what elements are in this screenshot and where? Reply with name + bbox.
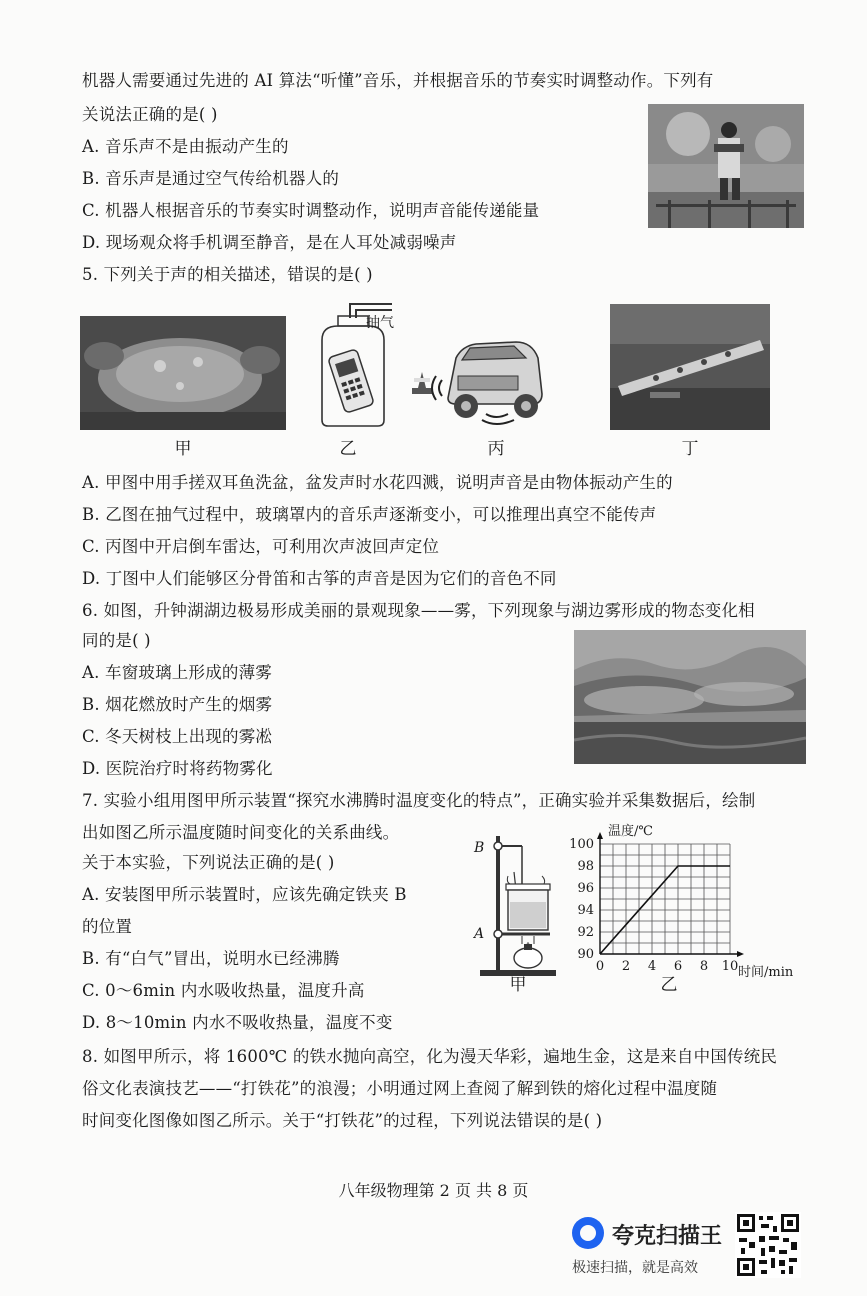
y-axis-arrow bbox=[597, 832, 603, 839]
q5-option-b: B. 乙图在抽气过程中，玻璃罩内的音乐声逐渐变小，可以推理出真空不能传声 bbox=[82, 505, 657, 524]
q7-stem-line2: 出如图乙所示温度随时间变化的关系曲线。 bbox=[82, 823, 400, 842]
y-tick-label: 90 bbox=[577, 947, 594, 962]
robot-performance-photo bbox=[648, 104, 804, 228]
x-tick-label: 6 bbox=[673, 959, 683, 974]
q5-caption-ding: 丁 bbox=[681, 439, 699, 459]
q6-stem-line1: 6. 如图，升钟湖湖边极易形成美丽的景观现象——雾，下列现象与湖边雾形成的物态变化相 bbox=[82, 601, 755, 620]
pump-label: 抽气 bbox=[366, 315, 394, 331]
q4-option-d: D. 现场观众将手机调至静音，是在人耳处减弱噪声 bbox=[82, 233, 457, 252]
q7-option-a-line2: 的位置 bbox=[82, 917, 133, 936]
y-tick-label: 100 bbox=[569, 837, 594, 852]
q5-stem: 5. 下列关于声的相关描述，错误的是( ) bbox=[82, 265, 373, 284]
reversing-radar-diagram bbox=[404, 318, 546, 428]
bone-flute-photo bbox=[610, 304, 770, 430]
boiling-apparatus-diagram bbox=[470, 832, 570, 978]
x-tick-label: 2 bbox=[621, 959, 631, 974]
q5-caption-yi: 乙 bbox=[339, 439, 357, 459]
q7-caption-jia: 甲 bbox=[509, 975, 527, 995]
q6-option-b: B. 烟花燃放时产生的烟雾 bbox=[82, 695, 273, 714]
qr-code-icon bbox=[735, 1212, 801, 1278]
scanner-watermark bbox=[572, 1213, 732, 1283]
q7-option-c: C. 0～6min 内水吸收热量，温度升高 bbox=[82, 981, 365, 1000]
q4-option-a: A. 音乐声不是由振动产生的 bbox=[82, 137, 289, 156]
q7-option-a-line1: A. 安装图甲所示装置时，应该先确定铁夹 B bbox=[82, 885, 407, 904]
y-tick-label: 98 bbox=[577, 859, 594, 874]
q8-stem-line2: 俗文化表演技艺——“打铁花”的浪漫；小明通过网上查阅了解到铁的熔化过程中温度随 bbox=[82, 1079, 718, 1098]
x-tick-label: 8 bbox=[699, 959, 709, 974]
q4-option-c: C. 机器人根据音乐的节奏实时调整动作，说明声音能传递能量 bbox=[82, 201, 540, 220]
q7-caption-yi: 乙 bbox=[660, 975, 678, 995]
q5-option-d: D. 丁图中人们能够区分骨笛和古筝的声音是因为它们的音色不同 bbox=[82, 569, 557, 588]
q6-option-d: D. 医院治疗时将药物雾化 bbox=[82, 759, 273, 778]
x-axis-label: 时间/min bbox=[738, 965, 794, 980]
q5-option-c: C. 丙图中开启倒车雷达，可利用次声波回声定位 bbox=[82, 537, 440, 556]
y-tick-label: 96 bbox=[577, 881, 594, 896]
q4-stem-line2: 关说法正确的是( ) bbox=[82, 105, 218, 124]
q7-option-b: B. 有“白气”冒出，说明水已经沸腾 bbox=[82, 949, 340, 968]
q6-stem-line2: 同的是( ) bbox=[82, 631, 151, 650]
vacuum-bell-jar-diagram bbox=[312, 300, 396, 428]
q8-stem-line3: 时间变化图像如图乙所示。关于“打铁花”的过程，下列说法错误的是( ) bbox=[82, 1111, 603, 1130]
q4-stem-line1: 机器人需要通过先进的 AI 算法“听懂”音乐，并根据音乐的节奏实时调整动作。下列有 bbox=[82, 71, 714, 90]
x-tick-label: 4 bbox=[647, 959, 657, 974]
x-tick-label: 10 bbox=[721, 959, 739, 974]
fish-basin-photo bbox=[80, 316, 286, 430]
y-axis-label: 温度/℃ bbox=[608, 824, 653, 839]
page-footer: 八年级物理第 2 页 共 8 页 bbox=[338, 1181, 529, 1200]
chart-axes bbox=[597, 832, 744, 957]
q6-option-c: C. 冬天树枝上出现的雾凇 bbox=[82, 727, 273, 746]
scanner-slogan: 极速扫描，就是高效 bbox=[572, 1260, 698, 1276]
lake-fog-photo bbox=[574, 630, 806, 764]
y-tick-label: 94 bbox=[577, 903, 594, 918]
q5-caption-bing: 丙 bbox=[487, 439, 505, 459]
x-axis-arrow bbox=[737, 951, 744, 957]
q7-stem-line1: 7. 实验小组用图甲所示装置“探究水沸腾时温度变化的特点”，正确实验并采集数据后，绘制 bbox=[82, 791, 756, 810]
y-tick-label: 92 bbox=[577, 925, 594, 940]
clamp-b-label: B bbox=[474, 840, 485, 856]
chart-grid bbox=[600, 844, 730, 954]
q5-caption-jia: 甲 bbox=[174, 439, 192, 459]
q4-option-b: B. 音乐声是通过空气传给机器人的 bbox=[82, 169, 340, 188]
x-tick-label: 0 bbox=[595, 959, 605, 974]
q6-option-a: A. 车窗玻璃上形成的薄雾 bbox=[82, 663, 273, 682]
scanner-name: 夸克扫描王 bbox=[612, 1224, 723, 1249]
temperature-time-graph bbox=[566, 820, 816, 992]
scanner-logo-icon bbox=[572, 1217, 604, 1249]
clamp-a-label: A bbox=[474, 926, 485, 942]
q5-option-a: A. 甲图中用手搓双耳鱼洗盆，盆发声时水花四溅，说明声音是由物体振动产生的 bbox=[82, 473, 673, 492]
q7-option-d: D. 8～10min 内水不吸收热量，温度不变 bbox=[82, 1013, 393, 1032]
q8-stem-line1: 8. 如图甲所示，将 1600℃ 的铁水抛向高空，化为漫天华彩，遍地生金，这是来自中国传统民 bbox=[82, 1047, 778, 1066]
q7-stem-line3: 关于本实验，下列说法正确的是( ) bbox=[82, 853, 335, 872]
